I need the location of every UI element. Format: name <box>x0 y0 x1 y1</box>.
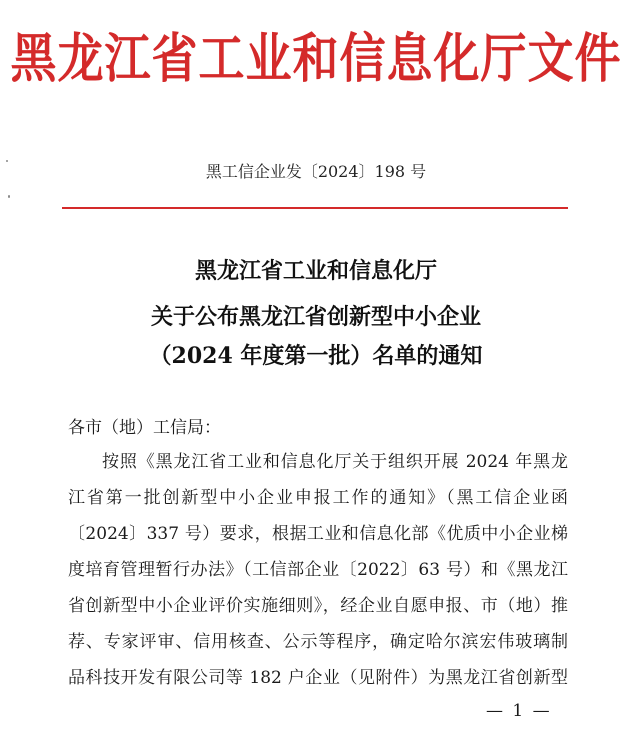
body-line-2: 江省第一批创新型中小企业申报工作的通知》（黑工信企业函 <box>68 488 568 508</box>
addressee: 各市（地）工信局： <box>68 418 221 438</box>
body-line-4: 度培育管理暂行办法》（工信部企业〔2022〕63 号）和《黑龙江 <box>68 560 568 580</box>
notice-title-line-2: 关于公布黑龙江省创新型中小企业 <box>150 304 481 330</box>
body-line-1: 按照《黑龙江省工业和信息化厅关于组织开展 2024 年黑龙 <box>102 452 568 472</box>
body-line-3: 〔2024〕337 号）要求，根据工业和信息化部《优质中小企业梯 <box>68 524 568 544</box>
document-number: 黑工信企业发〔2024〕198 号 <box>205 162 427 181</box>
body-line-6: 荐、专家评审、信用核查、公示等程序，确定哈尔滨宏伟玻璃制 <box>68 632 568 652</box>
page-number: — 1 — <box>486 701 552 721</box>
red-divider-line <box>62 207 568 209</box>
document-header-title: 黑龙江省工业和信息化厅文件 <box>10 26 622 90</box>
notice-title-line-3: （2024 年度第一批）名单的通知 <box>149 343 483 369</box>
scan-speck <box>6 160 8 162</box>
body-line-7: 品科技开发有限公司等 182 户企业（见附件）为黑龙江省创新型 <box>68 668 568 688</box>
notice-title-line-1: 黑龙江省工业和信息化厅 <box>194 258 437 284</box>
body-line-5: 省创新型中小企业评价实施细则》，经企业自愿申报、市（地）推 <box>68 596 568 616</box>
scan-speck <box>8 195 10 198</box>
